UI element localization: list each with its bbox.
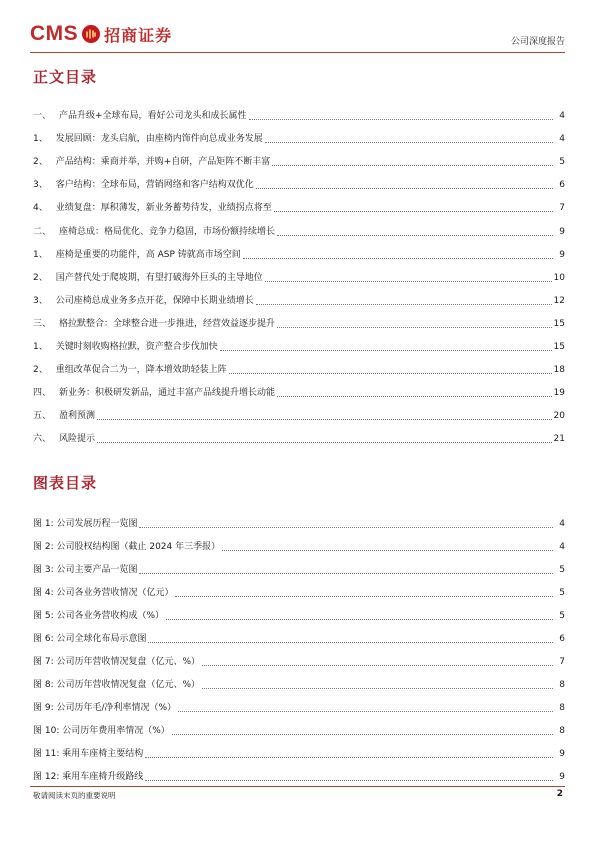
toc-entry-label: 国产替代处于爬坡期，有望打破海外巨头的主导地位	[55, 272, 263, 283]
leader-dots	[148, 642, 553, 643]
toc-entry-label: 公司座椅总成业务多点开花，保障中长期业绩增长	[55, 295, 254, 306]
figure-entry-label: 图 4: 公司各业务营收情况（亿元）	[33, 588, 174, 598]
toc-entry-page: 10	[553, 272, 565, 283]
toc-entry-number: 1、	[33, 249, 48, 260]
leader-dots	[256, 304, 552, 305]
figure-entry-label: 图 8: 公司历年营收情况复盘（亿元、%）	[33, 680, 201, 690]
toc-entry[interactable]	[33, 168, 565, 191]
figures-list	[33, 507, 565, 783]
toc-entry-page: 18	[553, 365, 565, 376]
figure-entry-page: 5	[559, 588, 565, 598]
toc-entry-label: 重组改革促合二为一，降本增效助轻装上阵	[55, 365, 227, 376]
toc-entry-page: 4	[559, 111, 565, 122]
toc-entry-number: 3、	[33, 295, 48, 306]
toc-entry-label: 座椅总成：格局优化、竞争力稳固，市场份额持续增长	[59, 226, 276, 237]
toc-entry-label: 风险提示	[59, 434, 96, 445]
leader-dots	[178, 711, 553, 712]
toc-entry[interactable]	[33, 214, 565, 237]
toc-entry[interactable]	[33, 376, 565, 399]
toc-entry[interactable]	[33, 330, 565, 353]
logo-chinese-text: 招商证券	[104, 25, 173, 45]
leader-dots	[265, 281, 552, 282]
figure-entry[interactable]	[33, 622, 565, 645]
toc-section-title: 正文目录	[33, 68, 98, 86]
toc-entry-number: 五、	[33, 411, 52, 422]
leader-dots	[220, 350, 552, 351]
toc-entry-number: 2、	[33, 365, 48, 376]
footer-disclaimer: 敬请阅读末页的重要说明	[33, 791, 116, 800]
footer-divider	[30, 786, 565, 787]
leader-dots	[277, 327, 552, 328]
figure-entry[interactable]	[33, 645, 565, 668]
toc-entry[interactable]	[33, 99, 565, 122]
leader-dots	[145, 757, 553, 758]
toc-entry-label: 产品结构：乘商并举，并购+自研，产品矩阵不断丰富	[55, 157, 271, 168]
toc-entry-label: 产品升级+全球布局，看好公司龙头和成长属性	[59, 111, 247, 122]
figure-entry-page: 9	[559, 772, 565, 782]
toc-entry-label: 新业务：积极研发新品，通过丰富产品线提升增长动能	[59, 388, 276, 399]
figure-entry-page: 7	[559, 657, 565, 667]
leader-dots	[202, 688, 553, 689]
toc-entry[interactable]	[33, 307, 565, 330]
toc-entry[interactable]	[33, 399, 565, 422]
leader-dots	[265, 142, 553, 143]
toc-entry-page: 15	[553, 342, 565, 353]
toc-entry-page: 5	[559, 157, 565, 168]
leader-dots	[256, 188, 553, 189]
toc-entry-number: 三、	[33, 318, 52, 329]
figure-entry-label: 图 7: 公司历年营收情况复盘（亿元、%）	[33, 657, 201, 667]
leader-dots	[97, 442, 552, 443]
figure-entry-label: 图 6: 公司全球化布局示意图	[33, 634, 147, 644]
figure-entry-label: 图 2: 公司股权结构图（截止 2024 年三季报）	[33, 542, 221, 552]
page-number: 2	[556, 789, 563, 799]
toc-entry-page: 15	[553, 318, 565, 329]
leader-dots	[277, 235, 553, 236]
leader-dots	[249, 119, 553, 120]
toc-entry[interactable]	[33, 284, 565, 307]
figure-entry-label: 图 5: 公司各业务营收构成（%）	[33, 611, 165, 621]
figure-entry-page: 5	[559, 611, 565, 621]
figure-entry[interactable]	[33, 553, 565, 576]
header-divider	[30, 52, 565, 53]
figure-entry-page: 4	[559, 519, 565, 529]
report-type-label: 公司深度报告	[510, 37, 565, 47]
leader-dots	[243, 258, 553, 259]
toc-entry[interactable]	[33, 122, 565, 145]
leader-dots	[272, 165, 553, 166]
toc-entry[interactable]	[33, 145, 565, 168]
figure-entry[interactable]	[33, 691, 565, 714]
leader-dots	[229, 373, 552, 374]
toc-entry-label: 格拉默整合：全球整合进一步推进，经营效益逐步提升	[59, 318, 276, 329]
toc-entry-label: 发展回顾：龙头启航，由座椅内饰件向总成业务发展	[55, 134, 263, 145]
figure-entry[interactable]	[33, 737, 565, 760]
figure-entry-label: 图 11: 乘用车座椅主要结构	[33, 749, 144, 759]
figure-entry[interactable]	[33, 507, 565, 530]
toc-entry-number: 四、	[33, 388, 52, 399]
toc-entry-page: 19	[553, 388, 565, 399]
toc-entry-page: 12	[553, 295, 565, 306]
figure-entry-label: 图 1: 公司发展历程一览图	[33, 519, 138, 529]
leader-dots	[202, 665, 553, 666]
leader-dots	[175, 596, 553, 597]
leader-dots	[172, 734, 553, 735]
toc-entry[interactable]	[33, 422, 565, 445]
toc-entry-number: 1、	[33, 342, 48, 353]
figures-section-title: 图表目录	[33, 474, 98, 492]
toc-entry-number: 2、	[33, 157, 48, 168]
leader-dots	[139, 573, 553, 574]
leader-dots	[166, 619, 553, 620]
figure-entry[interactable]	[33, 714, 565, 737]
toc-entry-number: 3、	[33, 180, 48, 191]
toc-entry-label: 盈利预测	[59, 411, 96, 422]
figure-entry-page: 9	[559, 749, 565, 759]
toc-entry-number: 一、	[33, 111, 52, 122]
toc-entry-page: 4	[559, 134, 565, 145]
logo-latin-text: CMS	[30, 22, 79, 45]
toc-entry-number: 二、	[33, 226, 52, 237]
figure-entry-label: 图 3: 公司主要产品一览图	[33, 565, 138, 575]
figure-entry[interactable]	[33, 576, 565, 599]
toc-entry-label: 座椅是重要的功能件，高 ASP 铸就高市场空间	[55, 249, 241, 260]
figure-entry-page: 8	[559, 680, 565, 690]
toc-entry-number: 1、	[33, 134, 48, 145]
toc-entry-page: 9	[559, 249, 565, 260]
cms-logo	[30, 22, 172, 46]
toc-entry-page: 20	[553, 411, 565, 422]
figure-entry[interactable]	[33, 530, 565, 553]
toc-entry-number: 4、	[33, 203, 48, 214]
toc-entry-number: 2、	[33, 272, 48, 283]
figure-entry-label: 图 10: 公司历年费用率情况（%）	[33, 726, 170, 736]
figure-entry[interactable]	[33, 668, 565, 691]
figure-entry-page: 8	[559, 726, 565, 736]
leader-dots	[97, 419, 552, 420]
toc-entry-label: 业绩复盘：厚积薄发，新业务蓄势待发，业绩拐点将至	[55, 203, 272, 214]
leader-dots	[139, 527, 553, 528]
toc-entry-page: 6	[559, 180, 565, 191]
toc-entry[interactable]	[33, 238, 565, 261]
toc-entry-page: 21	[553, 434, 565, 445]
figure-entry-page: 6	[559, 634, 565, 644]
leader-dots	[222, 550, 553, 551]
toc-entry-label: 关键时刻收购格拉默，资产整合步伐加快	[55, 342, 218, 353]
figure-entry[interactable]	[33, 760, 565, 783]
figure-entry[interactable]	[33, 599, 565, 622]
figure-entry-page: 5	[559, 565, 565, 575]
toc-entry-number: 六、	[33, 434, 52, 445]
figure-entry-label: 图 9: 公司历年毛/净利率情况（%）	[33, 703, 177, 713]
toc-entry[interactable]	[33, 191, 565, 214]
toc-entry[interactable]	[33, 353, 565, 376]
toc-entry[interactable]	[33, 261, 565, 284]
leader-dots	[145, 780, 553, 781]
toc-list	[33, 99, 565, 445]
toc-entry-label: 客户结构：全球布局，营销网络和客户结构双优化	[55, 180, 254, 191]
page-header	[30, 18, 565, 50]
logo-seal-icon	[82, 25, 100, 43]
leader-dots	[277, 396, 552, 397]
toc-entry-page: 9	[559, 226, 565, 237]
toc-entry-page: 7	[559, 203, 565, 214]
figure-entry-page: 8	[559, 703, 565, 713]
leader-dots	[274, 211, 553, 212]
figure-entry-label: 图 12: 乘用车座椅升级路线	[33, 772, 144, 782]
figure-entry-page: 4	[559, 542, 565, 552]
